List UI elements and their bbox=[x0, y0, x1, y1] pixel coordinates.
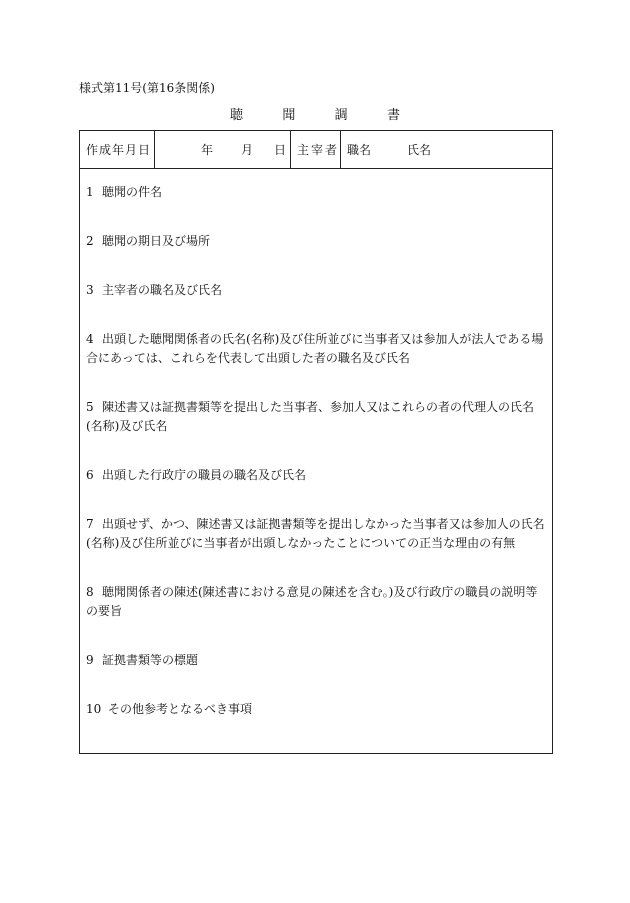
item-number: 10 bbox=[86, 702, 102, 716]
presider-field[interactable] bbox=[341, 131, 552, 168]
item-number: 7 bbox=[86, 517, 94, 531]
list-item bbox=[86, 700, 548, 719]
form-box bbox=[79, 130, 553, 754]
title-char: 書 bbox=[386, 108, 400, 123]
item-text: 聴聞の件名 bbox=[102, 185, 163, 199]
presider-label: 主宰者 bbox=[291, 131, 341, 168]
item-number: 2 bbox=[86, 234, 94, 248]
header-row bbox=[80, 131, 552, 169]
item-number: 4 bbox=[86, 332, 94, 346]
item-number: 8 bbox=[86, 585, 94, 599]
item-text: 主宰者の職名及び氏名 bbox=[102, 283, 223, 297]
date-label: 作成年月日 bbox=[80, 131, 155, 168]
title-char: 聴 bbox=[230, 108, 244, 123]
list-item bbox=[86, 515, 548, 553]
item-number: 5 bbox=[86, 400, 94, 414]
item-number: 1 bbox=[86, 185, 94, 199]
item-text: 出頭した行政庁の職員の職名及び氏名 bbox=[102, 468, 307, 482]
item-text: 聴聞の期日及び場所 bbox=[102, 234, 211, 248]
month-label: 月 bbox=[241, 143, 254, 157]
list-item bbox=[86, 466, 548, 485]
day-label: 日 bbox=[274, 143, 287, 157]
list-item bbox=[86, 330, 548, 368]
list-item bbox=[86, 398, 548, 436]
list-item bbox=[86, 583, 548, 621]
list-item bbox=[86, 232, 548, 251]
item-text: 聴聞関係者の陳述(陳述書における意見の陳述を含む。)及び行政庁の職員の説明等の要旨 bbox=[86, 585, 538, 618]
list-item bbox=[86, 281, 548, 300]
title-char: 調 bbox=[334, 108, 348, 123]
item-number: 3 bbox=[86, 283, 94, 297]
position-label: 職名 bbox=[347, 143, 372, 157]
item-number: 6 bbox=[86, 468, 94, 482]
item-text: 陳述書又は証拠書類等を提出した当事者、参加人又はこれらの者の代理人の氏名(名称)及び氏名 bbox=[86, 400, 535, 433]
item-number: 9 bbox=[86, 653, 94, 667]
item-text: 出頭せず、かつ、陳述書又は証拠書類等を提出しなかった当事者又は参加人の氏名(名称)及び住所並びに当事者が出頭しなかったことについての正当な理由の有無 bbox=[86, 517, 545, 550]
item-text: 出頭した聴聞関係者の氏名(名称)及び住所並びに当事者又は参加人が法人である場合にあっては、これらを代表して出頭した者の職名及び氏名 bbox=[86, 332, 544, 365]
document-title bbox=[230, 104, 400, 123]
date-field[interactable] bbox=[155, 131, 291, 168]
list-item bbox=[86, 183, 548, 202]
item-text: 証拠書類等の標題 bbox=[102, 653, 199, 667]
title-char: 聞 bbox=[282, 108, 296, 123]
name-label: 氏名 bbox=[407, 143, 432, 157]
form-number: 様式第11号(第16条関係) bbox=[79, 81, 215, 95]
list-item bbox=[86, 651, 548, 670]
item-text: その他参考となるべき事項 bbox=[108, 702, 253, 716]
year-label: 年 bbox=[201, 143, 214, 157]
